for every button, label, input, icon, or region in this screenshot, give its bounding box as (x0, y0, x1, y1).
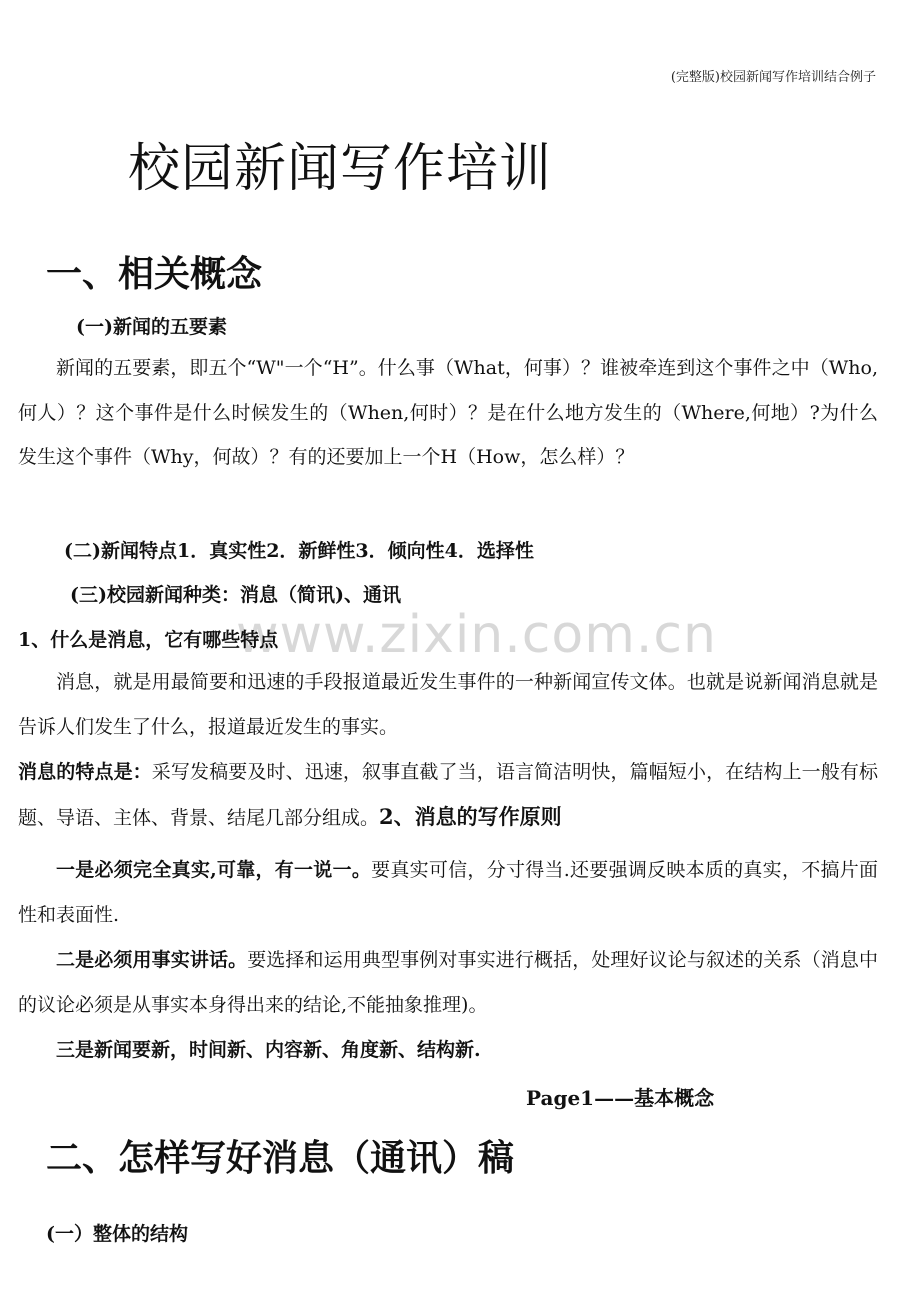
principle-1-text: 要真实可信，分寸得当.还要强调反映本质的真实，不搞片面性和表面性. (18, 859, 879, 926)
paragraph-five-elements: 新闻的五要素，即五个“W"一个“H”。什么事（What，何事）？谁被牵连到这个事件之中（Who,何人）？这个事件是什么时候发生的（When,何时）？是在什么地方发生的（Where,何地）?为什么发生这个事件（Why，何故）？有的还要加上一个H（How，怎么样）？ (18, 357, 878, 468)
document-title: 校园新闻写作培训 (128, 139, 553, 199)
question-what-is-news: 1、什么是消息，它有哪些特点 (18, 629, 279, 651)
subheading-overall-structure: (一）整体的结构 (46, 1223, 188, 1245)
principle-3-bold: 三是新闻要新，时间新、内容新、角度新、结构新. (56, 1039, 481, 1061)
page-footer: Page1——基本概念 (526, 1086, 715, 1110)
principle-2-bold: 二是必须用事实讲话。 (56, 949, 248, 971)
paragraph-principle-3 (18, 1028, 878, 1073)
section-1-heading: 一、相关概念 (46, 253, 263, 295)
section-2-heading: 二、怎样写好消息（通讯）稿 (46, 1137, 515, 1179)
header-note: (完整版)校园新闻写作培训结合例子 (670, 70, 876, 85)
paragraph-principle-1 (18, 848, 878, 937)
principle-1-bold: 一是必须完全真实,可靠，有一说一。 (56, 859, 372, 881)
paragraph-news-definition: 消息，就是用最简要和迅速的手段报道最近发生事件的一种新闻宣传文体。也就是说新闻消息就是告诉人们发生了什么，报道最近发生的事实。 (18, 671, 878, 738)
principle-2-text: 要选择和运用典型事例对事实进行概括，处理好议论与叙述的关系（消息中的议论必须是从事实本身得出来的结论,不能抽象推理)。 (18, 949, 878, 1016)
subheading-news-features: (二)新闻特点1．真实性2．新鲜性3．倾向性4．选择性 (64, 540, 534, 562)
subheading-news-types: (三)校园新闻种类：消息（简讯)、通讯 (70, 584, 401, 606)
paragraph-principle-2 (18, 938, 878, 1027)
feature-label: 消息的特点是： (18, 761, 152, 783)
subheading-five-elements: (一)新闻的五要素 (76, 316, 227, 338)
watermark: www.zixin.com.cn (236, 605, 717, 665)
feature-text: 采写发稿要及时、迅速，叙事直截了当，语言简洁明快，篇幅短小，在结构上一般有标题、导语、主体、背景、结尾几部分组成。 (18, 761, 878, 829)
principle-heading: 2、消息的写作原则 (379, 803, 562, 829)
paragraph-news-features (18, 750, 878, 840)
